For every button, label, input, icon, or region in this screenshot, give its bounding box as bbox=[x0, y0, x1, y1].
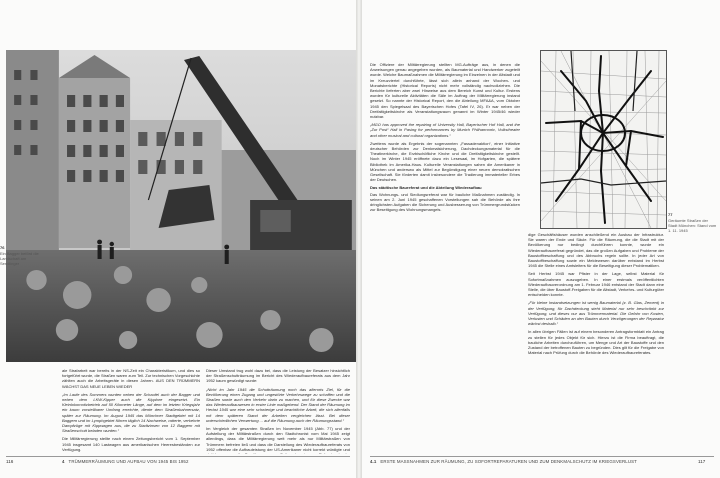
figure-caption-77 bbox=[668, 212, 718, 233]
section-heading: Das städtische Baureferat und die Abteilung Wiederaufbau bbox=[370, 185, 482, 191]
left-text-column-2 bbox=[206, 368, 350, 454]
section-title: ERSTE MASSNAHMEN ZUR RÄUMUNG, ZU SOFORTREPARATUREN UND ZUM DENKMALSCHUTZ IM KRIEGSVERLUST bbox=[380, 459, 637, 464]
paragraph: Seit Herbst 1945 war Pfister in der Lage, selbst Material für Sofortmaßnahmen auszugeben. In einer erstmals veröffentlichten Wiederaufbauverordnung am 1. Februar 1946 entstand der Stadt dann eine Stelle, die über Baustoff-Freigaben für die Altstadt, Verkehrs- und Kulturgüter entscheiden konnte. bbox=[528, 271, 664, 298]
figure-caption-76 bbox=[0, 245, 44, 266]
paragraph: ale Strafarbeit war bereits in der NS-Zeit ein Charakteristikum, und dies so fortgeführt wurde, die Straßen waren zum Teil. Zur technischen Vorgeschichte zählten auch die Arbeitsgeräte in diesen Jahren. AUS DEN TRÜMMERN WÄCHST DAS NEUE LEBEN WIEDER bbox=[62, 368, 200, 389]
chapter-title: TRÜMMERRÄUMUNG UND AUFBAU VON 1945 BIS 1952 bbox=[68, 459, 189, 464]
section-number: 4.1 bbox=[370, 459, 377, 464]
bagger-photo-image bbox=[6, 50, 362, 362]
quote: „MGO has approved the repairing of University Hall, Bayerischer Hof Hall, and the „Zur Post“ Hall in Pasing for performances by Munich Philharmonic, Volkstheater and other musical and cultural organizations.“ bbox=[370, 122, 520, 138]
footer-rule bbox=[370, 456, 714, 457]
quote: „Für kleine Instandsetzungen ist wenig Baumaterial (z. B. Glas, Zement) in der Verfügung, für Dachdeckung steht Material nur sehr beschränkt zur Verfügung, und dieses nur aus Trümmermaterial. Die Gefahr von Kosten, Verlusten und Schäden an den Bauten durch Verzögerungen der Reparatur wächst deshalb.“ bbox=[528, 300, 664, 327]
left-page bbox=[0, 0, 356, 478]
paragraph: Die Militärregierung stellte nach einem Zeitungsbericht vom 1. September 1945 insgesamt 140 Lastwagen aus amerikanischen Heeresbeständen zur Verfügung. bbox=[62, 436, 200, 452]
paragraph: Die Offiziere der Militärregierung stellten MG-Aufträge aus, in denen die Anweisungen genau angegeben wurden, als Baumaterial und Handwerker zugeteilt wurde. Welche Baumaßnahmen die Militärregierung im Einzelnen in der Altstadt und im Kreuzviertel durchführte, lässt sich allein anhand der Wochen- und Monatsberichte (Historical Reports) nicht mehr vollständig nachvollziehen. Die Berichte lieferten aber zwei Hinweise aus dem Bereich Kunst und Kultur. Erstens wurden für kulturelle Aktivitäten die Säle im Auftrag der Militärregierung instand gesetzt. So nannte der Historical Report, den die Abteilung MFA&A, vom Oktober 1945 den Spiegelsaal des Bayerischen Hofes (Tafel IV, 26). Er war neben der Dreifaltigkeitskirche als Veranstaltungsraum genannt im Winter 1945/46 wieder nutzbar. bbox=[370, 62, 520, 120]
paragraph: Dieser Umstand trug wohl dazu bei, dass die Leistung der Besatzer hinsichtlich der Straßenschutträumung im Bericht des Wiederaufbaureferats aus dem Jahr 1952 kaum gewürdigt wurde: bbox=[206, 368, 350, 384]
right-text-column-2 bbox=[528, 232, 664, 452]
figure-number: 76 bbox=[0, 245, 5, 250]
construction-photo bbox=[6, 50, 362, 362]
figure-caption-text: Geräumte Straßen der Stadt München: Stand vom 1. 11. 1945 bbox=[668, 218, 717, 233]
paragraph: Zweitens wurde als Ergebnis der sogenannten „Fassadenaktion“, einer Initiative deutscher Behörden zur Denkmalsicherung, Dachdeckungsmaterial für die Theatinerkirche, die Erzbischöfliche Kirche und die Dreifaltigkeitskirche gestellt. Noch im Winter 1945 eröffnete dazu ein Lesesaal, im Hofgarten, die spätere Bibliothek im Amerika-Haus. Kulturelle Veranstaltungen sahen die Amerikaner in München und anderswo als Mittel zur Begünstigung einer neuen demokratischen Gesellschaft. Sie förderten damit insbesondere die Tradierung immaterieller Erbes der Deutschen. bbox=[370, 140, 520, 183]
chapter-number: 4 bbox=[62, 459, 65, 464]
running-footer bbox=[370, 459, 670, 465]
quote: „Im Laufe des Sommers wurden neben der Schaufel auch der Bagger und neben dem LKW-Kipper auch die Kipplore eingesetzt. Ein Kleinlokomotivbetrieb auf 50 Kilometer Länge, auf dem im letzten Kriegsjahr ein kaum vorstellbarer Umfang erreichte, diente dem Straßenbahnersatz, später zur Räumung. Im August 1945 das Münchner Stadtgebiet mit 14 Baggern und im Lymphgebiet führen täglich 14 Nachweise, ratterte, verkehrte Dampfzüge mit Kippwagen aus, die zu Stadtzinsen von 12 Baggern mit Straßenschutt beladen wurden.“ bbox=[62, 391, 200, 434]
paragraph: In allen übrigen Fällen ist auf einem besonderen Antragsformblatt ein Antrag zu stellen für jedes Objekt für sich. Hierzu ist die Firma beauftragt, die bauliche Arbeiten durchzuführen, um Menge und Art der Baustoffe und den Zustand der betroffenen Bauten zu begründen. Dies gilt für die Freigabe von Material nach Prüfung durch die Behörde des Wiederaufbaureferates. bbox=[528, 329, 664, 356]
running-footer bbox=[62, 459, 342, 465]
footer-rule bbox=[6, 456, 350, 457]
figure-number: 77 bbox=[668, 212, 673, 217]
paragraph: Das Wohnungs- und Siedlungsreferat war für bauliche Maßnahmen zuständig. In seinen am 2. Juni 1945 geschaffenen Vorstellungen sah die Behörde als ihre dringlichsten Aufgaben die Sicherung und Ausbesserung von Trümmergrundstücken zur Beseitigung des Wohnungsmangels. bbox=[370, 191, 520, 213]
street-map-image bbox=[541, 51, 666, 228]
figure-caption-text: Ein Bagger beförd die Landschaft am Sendlinger bbox=[0, 251, 39, 266]
paragraph: dige Geschäftshäuser wurden anschließend ein Ausbau der Infrastruktur. Sie waren der Ende und Säule. Für die Räumung, die die Stadt mit der Bevölkerung nur bedingt durchführen konnte, wurde ein Wiederaufbaureferat gegründet, das die großen Aufgaben und Probleme der Baustoffbeschaffung und des Abbruchs regeln sollte. In jeder Art von Baustoffbeschaffung sowie ein Meldewesen darüber entstand im Herbst 1945 die Stelle eines Amtsleiters für die Beseitigung dieser Problematiken. bbox=[528, 232, 664, 269]
paragraph: Im Vergleich der gesamten Straßen im November 1945 (Abb. 77) und der Aufstellung der Militärstraßen durch den Stadtchronist vom Mai 1945 zeigt allerdings, dass die Militärregierung weit mehr als nur Militärstraßen von Trümmern befreien ließ und dass die Darstellung des Wiederaufbaureferats von 1952 offenbar die Aufbauleistung der US-Amerikaner nicht korrekt würdigte und bbox=[206, 426, 350, 452]
quote: „Nicht im Jahr 1945 die Schutträumung noch das allerorts Ziel, für die Bevölkerung einen Zugang und ungestörte Verkehrswege zu schaffen und die Straßen sowie auch den Verkehr darin zu machen, und für diese Zwecke war das Wiederaufbauwesen in erster Linie maßgebend. Der Stand der Räumung im Herbst 1945 war eine sehr schwierige und beachtliche Arbeit, die sich allenfalls mit dem späteren Stand der Arbeiten vergleichen lässt. Bei dieser unterschiedlichen Verwertung ... auf die Räumung auch der Räumungsstand.“ bbox=[206, 386, 350, 423]
left-text-column-1 bbox=[62, 368, 200, 454]
right-text-column-1 bbox=[370, 62, 520, 452]
page-number: 117 bbox=[698, 459, 706, 464]
page-number: 116 bbox=[6, 459, 14, 464]
street-map-figure bbox=[540, 50, 667, 229]
